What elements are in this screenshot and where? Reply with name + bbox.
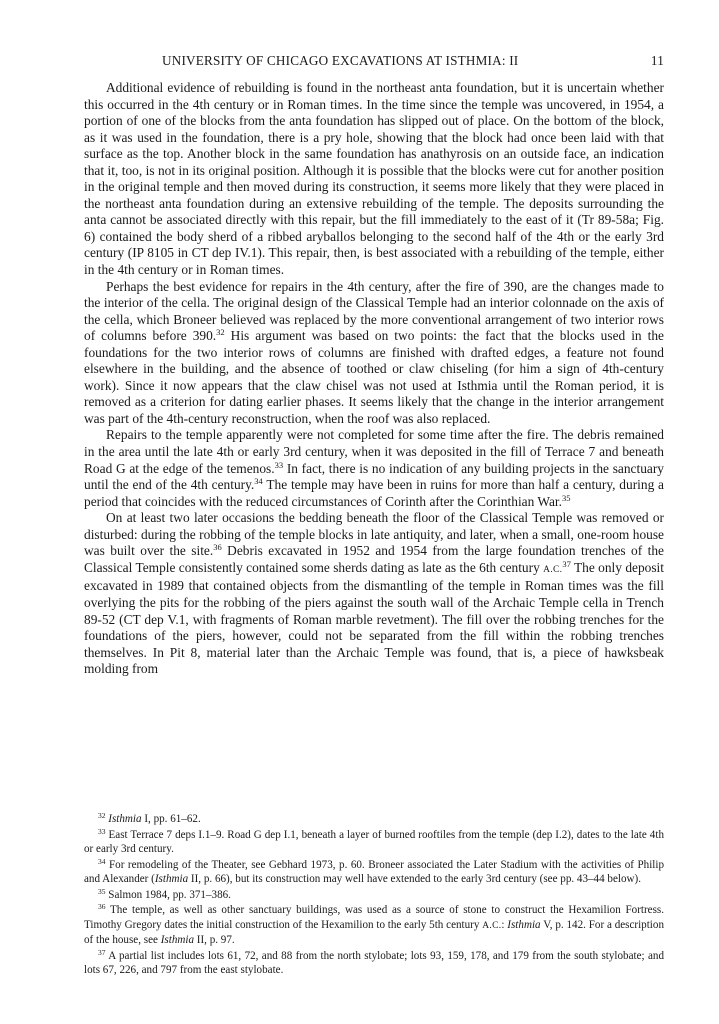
footnote-32: $^{32}$ Isthmia I, pp. 61–62. [98, 811, 201, 825]
footnote-35: $^{35}$ Salmon 1984, pp. 371–386. [98, 886, 231, 901]
page-number: 11 [650, 53, 664, 68]
running-title: UNIVERSITY OF CHICAGO EXCAVATIONS AT ISTHMIA: II [162, 53, 519, 68]
footnote-ref-32[interactable]: 32 [216, 327, 225, 338]
footnote-37: $^{37}$ A partial list includes lots 61, 72, and 88 from the north stylobate; lots 93, 159, 178, and 179 from the south stylobate; and lots 67, 226, and 797 from the east stylobate. [84, 947, 664, 976]
footnote-ref-36[interactable]: 36 [213, 542, 222, 553]
footnote-ref-35[interactable]: 35 [561, 492, 571, 503]
paragraph-repairs: Repairs to the temple apparently were not completed for some time after the fire. The debris remained in the area until the late 4th or early 3rd century, when it was deposited in the fill of Terrace 7 and beneath Road G at the edge of the temenos.$^{33}$ In fact, there is no indication of any building projects in the sanctuary until the end of the 4th century.$^{34}$ The temple may have been in ruins for more than half a century, during a period that coincides with the reduced circumstances of Corinth after the Corinthian War.$^{35}$ [84, 427, 665, 509]
main-text [84, 80, 664, 678]
footnote-ref-34[interactable]: 34 [254, 476, 263, 487]
paragraph-cella-changes: Perhaps the best evidence for repairs in the 4th century, after the fire of 390, are the changes made to the interior of the cella. The original design of the Classical Temple had an interior colonnade on the axis of the cella, which Broneer believed was replaced by the more conventional arrangement of two interior rows of columns before 390.32 His argument was based on two points: the fact that the blocks used in the foundations for the two interior rows of columns are finished with drafted edges, a feature not found elsewhere in the building, and the absence of toothed or claw chiseling (for him a sign of 4th-century work). Since it now appears that the claw chisel was not used at Isthmia until the Roman period, it is removed as a criterion for dating earlier phases. It seems likely that the change in the interior arrangement was part of the 4th-century reconstruction, when the roof was also replaced. [84, 278, 664, 426]
footnote-ref-33[interactable]: 33 [274, 459, 284, 470]
footnote-ref-37[interactable]: 37 [562, 558, 571, 569]
footnote-34: $^{34}$ For remodeling of the Theater, see Gebhard 1973, p. 60. Broneer associated the Later Stadium with the activities of Philip and Alexander (Isthmia II, p. 66), but its construction may well have extended to the early 3rd century (see pp. 43–44 below). [84, 856, 664, 885]
footnotes [84, 812, 664, 979]
footnote-33: $^{33}$ East Terrace 7 deps I.1–9. Road G dep I.1, beneath a layer of burned rooftiles from the temple (dep I.2), dates to the late 4th or early 3rd century. [84, 826, 664, 855]
era-abbrev: A.C. [543, 564, 563, 575]
running-header [84, 53, 664, 71]
paragraph-text: Additional evidence of rebuilding is found in the northeast anta foundation, but it is uncertain whether this occurred in the 4th century or in Roman times. In the time since the temple was uncovered, in 1954, a portion of one of the blocks from the anta foundation has slipped out of place. On the bottom of the block, as it was used in the foundation, there is a pry hole, showing that the block had once been laid with that surface as the top. Another block in the same foundation has anathyrosis on an outside face, an indication that it, too, is not in its original position. Although it is possible that the blocks were cut for another position in the original temple and then moved during its construction, it seems more likely that they were placed in the northeast anta foundation during an extensive rebuilding of the temple. The deposits surrounding the anta cannot be associated directly with this repair, but the fill immediately to the east of it (Tr 89-58a; Fig. 6) contained the body sherd of a ribbed aryballos belonging to the second half of the 4th or the early 3rd century (IP 8105 in CT dep IV.1). This repair, then, is best associated with a rebuilding of the temple, either in the 4th century or in Roman times. [84, 80, 664, 278]
paragraph-anta-foundation [84, 80, 664, 279]
paragraph-later-occasions: On at least two later occasions the bedding beneath the floor of the Classical Temple was removed or disturbed: during the robbing of the temple blocks in late antiquity, and later, when a small, one-room house was built over the site.$^{36}$ Debris excavated in 1952 and 1954 from the large foundation trenches of the Classical Temple consistently contained some sherds dating as late as the 6th century A.C.$^{37}$ The only deposit excavated in 1989 that contained objects from the dismantling of the temple in Roman times was the fill overlying the pits for the robbing of the piers against the south wall of the Archaic Temple cella in Trench 89-52 (CT dep V.1, with fragments of Roman marble revetment). The fill over the robbing trenches for the foundations of the piers, however, could not be separated from the fill within the robbing trenches themselves. In Pit 8, material later than the Archaic Temple was found, that is, a piece of hawksbeak molding from [84, 510, 664, 677]
footnote-36: $^{36}$ The temple, as well as other sanctuary buildings, was used as a source of stone to construct the Hexamilion Fortress. Timothy Gregory dates the initial construction of the Hexamilion to the early 5th century A.C.: Isthmia V, p. 142. For a description of the house, see Isthmia II, p. 97. [84, 902, 665, 946]
